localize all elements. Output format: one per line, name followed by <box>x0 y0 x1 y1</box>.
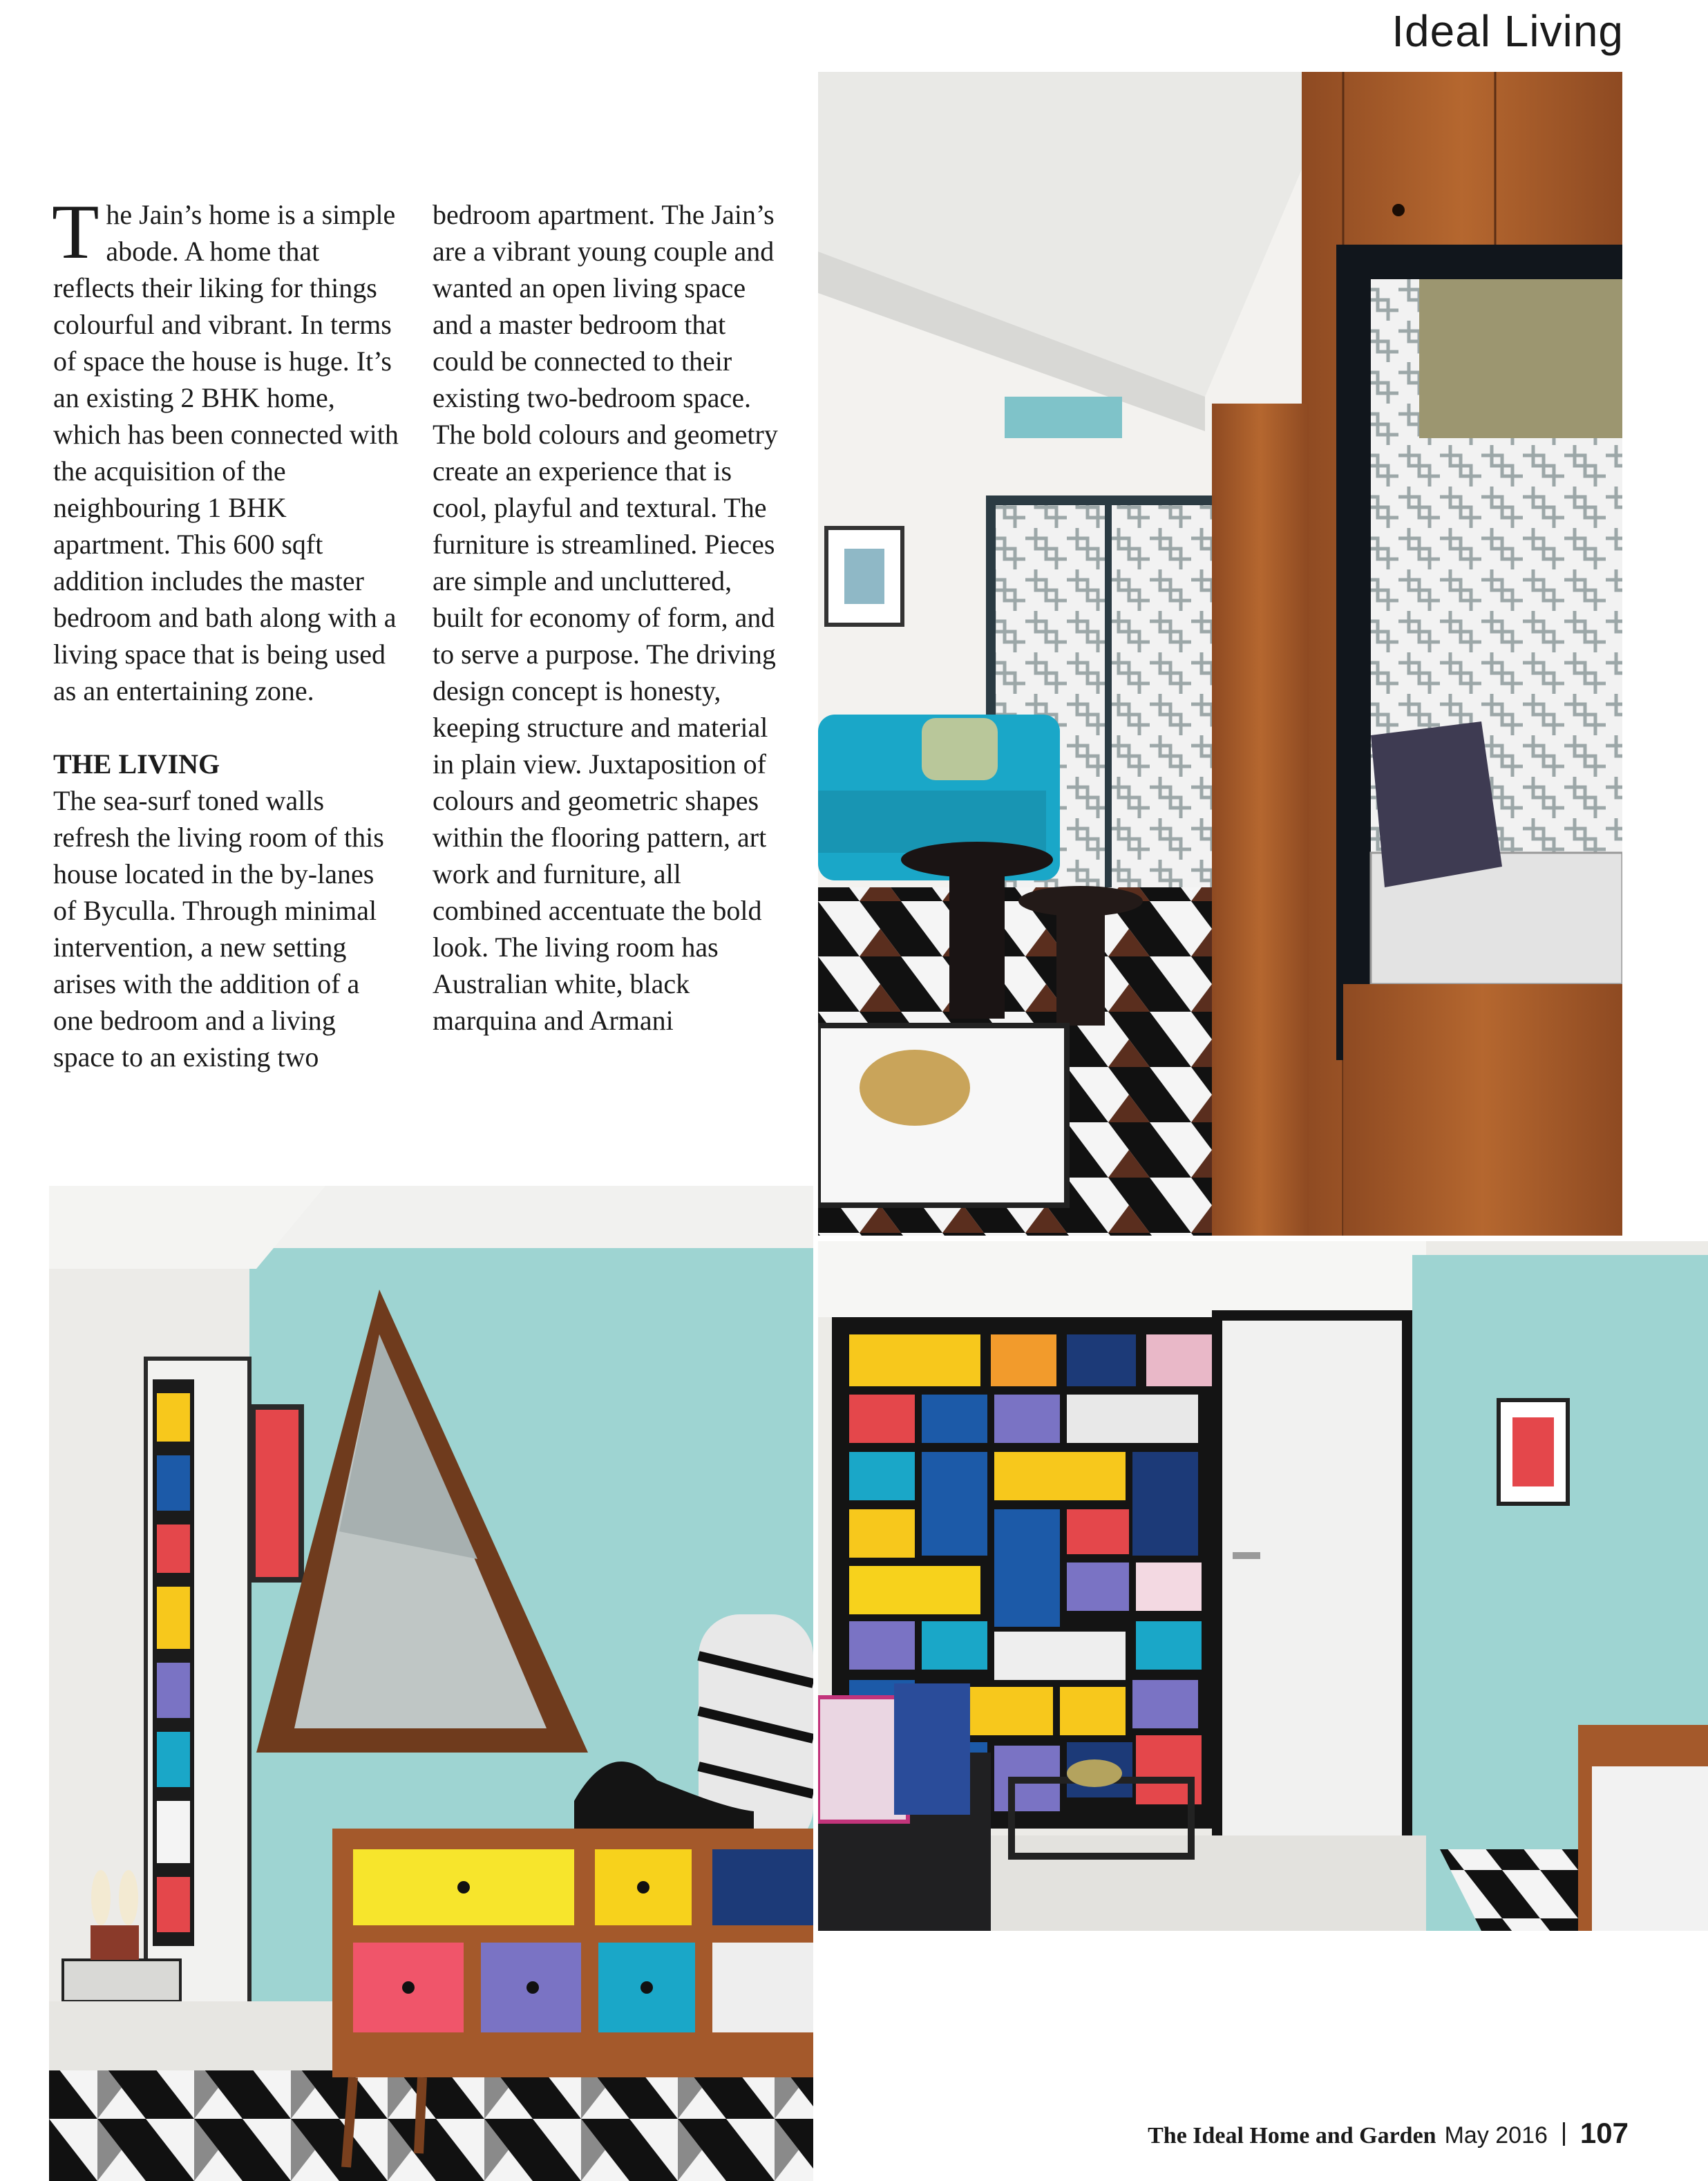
drop-cap: T <box>52 189 99 275</box>
entrance-illustration <box>49 1186 813 2181</box>
magazine-name: The Ideal Home and Garden <box>1148 2123 1436 2149</box>
living-room-illustration <box>818 72 1622 1236</box>
storage-wall-illustration <box>818 1241 1708 1931</box>
intro-text: he Jain’s home is a simple abode. A home that reflects their liking for things colourful and vibrant. In terms of space the house is huge. It’s an existing 2 BHK home, which has been connected with the acquisition of the neighbouring 1 BHK apartment. This 600 sqft addition includes the master bedroom and bath along with a living space that is being used as an entertaining zone. <box>53 199 399 706</box>
issue-date: May 2016 <box>1444 2122 1548 2149</box>
section-heading: THE LIVING <box>53 748 220 780</box>
storage-wall-photo <box>818 1241 1708 1931</box>
intro-paragraph <box>52 189 399 709</box>
patterned-cushion <box>1371 721 1502 887</box>
article-column-1 <box>52 189 399 1075</box>
door-handle-icon <box>1233 1552 1260 1559</box>
column-2-text: bedroom apartment. The Jain’s are a vibrant young couple and wanted an open living space and a master bedroom that could be connected to their existing two-bedroom space. The bold colours and geometry create an experience that is cool, playful and textural. The furniture is streamlined. Pieces are simple and uncluttered, built for economy of form, and to serve a purpose. The driving design concept is honesty, keeping structure and material in plain view. Juxtaposition of colours and geometric shapes within the flooring pattern, art work and furniture, all combined accentuate the bold look. The living room has Australian white, black marquina and Armani <box>433 199 778 1036</box>
cushion-icon <box>922 718 998 780</box>
section-title: Ideal Living <box>1392 6 1624 56</box>
entrance-photo <box>49 1186 813 2181</box>
living-paragraph: The sea-surf toned walls refresh the living room of this house located in the by-lanes of Byculla. Through minimal intervention, a new setting arises with the addition of a one bedroom and a living space to an existing two <box>53 785 384 1073</box>
page-number: 107 <box>1579 2117 1629 2149</box>
footer-divider <box>1563 2122 1565 2146</box>
living-room-photo <box>818 72 1622 1236</box>
article-column-2 <box>433 196 778 1039</box>
page-footer <box>1148 2117 1629 2150</box>
